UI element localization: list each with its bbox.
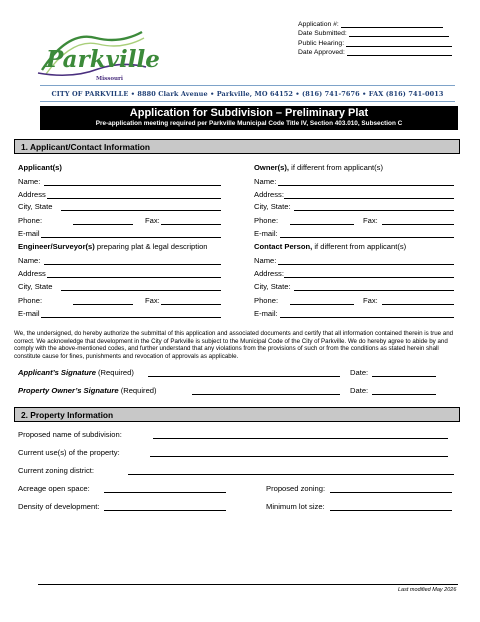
owner-fax-label: Fax: (363, 216, 378, 225)
current-use-label: Current use(s) of the property: (18, 448, 120, 457)
date-approved-field[interactable] (347, 55, 452, 56)
proposed-name-field[interactable] (153, 438, 448, 439)
engineer-city-field[interactable] (61, 290, 221, 291)
applicant-name-field[interactable] (44, 185, 221, 186)
engineer-name-field[interactable] (44, 264, 221, 265)
applicant-city-label: City, State (18, 202, 53, 211)
applicant-city-field[interactable] (61, 210, 221, 211)
owner-name-label: Name: (254, 177, 277, 186)
owner-address-label: Address: (254, 190, 284, 199)
public-hearing-field[interactable] (346, 46, 452, 47)
proposed-zoning-field[interactable] (330, 492, 452, 493)
proposed-zoning-label: Proposed zoning: (266, 484, 326, 493)
current-use-field[interactable] (150, 456, 448, 457)
form-subtitle: Pre-application meeting required per Parkville Municipal Code Title IV, Section 403.010, Subsection C (95, 120, 403, 127)
public-hearing-label: Public Hearing: (298, 39, 345, 47)
applicant-address-field[interactable] (47, 198, 221, 199)
application-number-field[interactable] (341, 27, 443, 28)
contact-fax-label: Fax: (363, 296, 378, 305)
engineer-phone-field[interactable] (73, 304, 133, 305)
contact-address-field[interactable] (284, 277, 454, 278)
contact-phone-label: Phone: (254, 296, 279, 305)
contact-city-field[interactable] (294, 290, 454, 291)
engineer-email-field[interactable] (41, 317, 221, 318)
engineer-address-label: Address (18, 269, 46, 278)
engineer-name-label: Name: (18, 256, 41, 265)
contact-email-field[interactable] (280, 317, 454, 318)
acreage-field[interactable] (104, 492, 226, 493)
density-field[interactable] (104, 510, 226, 511)
applicant-fax-label: Fax: (145, 216, 160, 225)
engineer-phone-label: Phone: (18, 296, 43, 305)
last-modified-note: Last modified May 2026 (398, 587, 457, 593)
parkville-logo (38, 24, 160, 84)
date-submitted-field[interactable] (349, 36, 449, 37)
footer-rule (38, 584, 458, 585)
section-applicant-contact-header: 1. Applicant/Contact Information (14, 139, 460, 154)
owner-fax-field[interactable] (382, 224, 454, 225)
owner-phone-label: Phone: (254, 216, 279, 225)
contact-heading: Contact Person, if different from applicant(s) (254, 242, 407, 251)
applicant-phone-field[interactable] (73, 224, 133, 225)
owner-signature-date-label: Date: (350, 386, 369, 395)
applicant-fax-field[interactable] (161, 224, 221, 225)
applicant-address-label: Address (18, 190, 46, 199)
contact-address-label: Address: (254, 269, 284, 278)
owner-city-field[interactable] (294, 210, 454, 211)
engineer-heading: Engineer/Surveyor(s) preparing plat & legal description (18, 242, 208, 251)
applicant-heading: Applicant(s) (18, 163, 62, 172)
owner-email-field[interactable] (280, 237, 454, 238)
minimum-lot-field[interactable] (330, 510, 452, 511)
minimum-lot-label: Minimum lot size: (266, 502, 325, 511)
density-label: Density of development: (18, 502, 100, 511)
applicant-signature-date-field[interactable] (372, 376, 436, 377)
owner-signature-field[interactable] (192, 394, 340, 395)
engineer-city-label: City, State (18, 282, 53, 291)
contact-name-field[interactable] (278, 264, 454, 265)
engineer-email-label: E-mail (18, 309, 40, 318)
applicant-signature-label: Applicant’s Signature (Required) (18, 368, 134, 377)
engineer-address-field[interactable] (47, 277, 221, 278)
owner-city-label: City, State: (254, 202, 291, 211)
applicant-signature-date-label: Date: (350, 368, 369, 377)
contact-phone-field[interactable] (290, 304, 354, 305)
date-approved-label: Date Approved: (298, 49, 345, 56)
form-title: Application for Subdivision – Preliminary Plat (129, 107, 369, 119)
owner-signature-label: Property Owner’s Signature (Required) (18, 386, 157, 395)
current-zoning-label: Current zoning district: (18, 466, 94, 475)
current-zoning-field[interactable] (128, 474, 454, 475)
acreage-label: Acreage open space: (18, 484, 90, 493)
logo-state: Missouri (96, 76, 124, 82)
engineer-fax-field[interactable] (161, 304, 221, 305)
owner-address-field[interactable] (284, 198, 454, 199)
office-use-block (298, 18, 452, 56)
applicant-email-field[interactable] (41, 237, 221, 238)
section-property-header: 2. Property Information (14, 407, 460, 422)
contact-fax-field[interactable] (382, 304, 454, 305)
owner-name-field[interactable] (278, 185, 454, 186)
address-bar: CITY OF PARKVILLE • 8880 Clark Avenue • Parkville, MO 64152 • (816) 741-7676 • FAX (816) 741-0013 (40, 85, 455, 102)
owner-phone-field[interactable] (290, 224, 354, 225)
owner-email-label: E-mail: (254, 229, 278, 238)
owner-signature-date-field[interactable] (372, 394, 436, 395)
owner-heading: Owner(s), if different from applicant(s) (254, 163, 384, 172)
logo-wordmark: Parkville (46, 46, 160, 73)
title-bar (40, 106, 458, 130)
application-number-label: Application #: (298, 20, 339, 28)
contact-name-label: Name: (254, 256, 277, 265)
applicant-phone-label: Phone: (18, 216, 43, 225)
applicant-email-label: E-mail (18, 229, 40, 238)
proposed-name-label: Proposed name of subdivision: (18, 430, 122, 439)
date-submitted-label: Date Submitted: (298, 30, 347, 37)
contact-city-label: City, State: (254, 282, 291, 291)
engineer-fax-label: Fax: (145, 296, 160, 305)
consent-paragraph: We, the undersigned, do hereby authorize the submittal of this application and associated documents and certify that all information contained therein is true and correct. We acknowledge that development in the City of Parkville is subject to the Municipal Code of the City of Parkville. We do hereby agree to abide by and comply with the above-mentioned codes, and further understand that any violations from the provisions of such or from the conditions as stated herein shall constitute cause for fines, punishments and revocation of approvals as applicable. (14, 330, 454, 360)
applicant-name-label: Name: (18, 177, 41, 186)
contact-email-label: E-mail: (254, 309, 278, 318)
applicant-signature-field[interactable] (148, 376, 340, 377)
